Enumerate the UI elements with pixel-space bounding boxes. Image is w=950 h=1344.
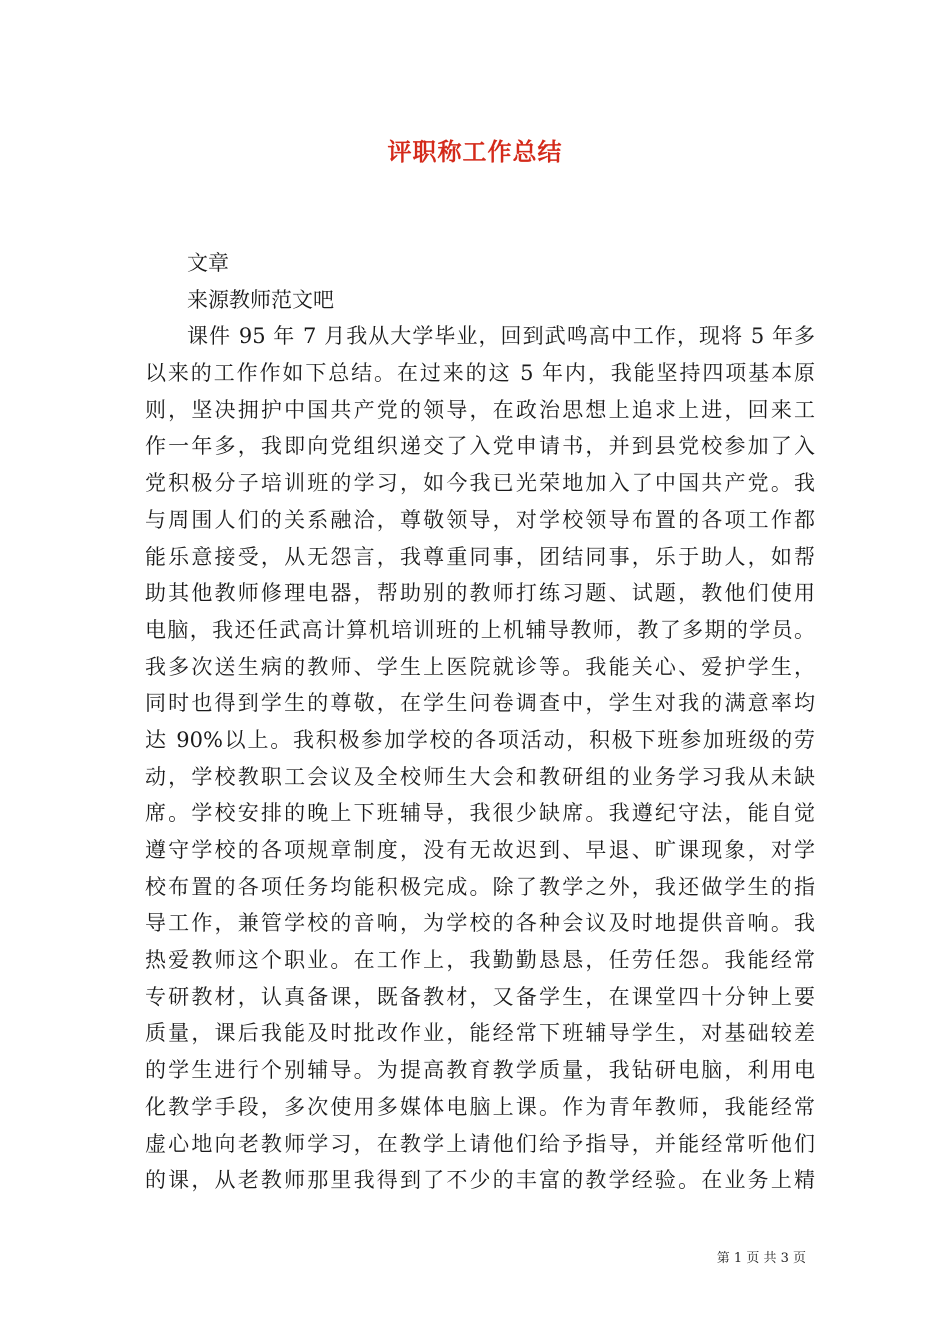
page-number: 第 1 页 共 3 页 [716,1251,806,1266]
body-line: 动，学校教职工会议及全校师生大会和教研组的业务学习我从未缺 [145,764,815,789]
body-line: 的学生进行个别辅导。为提高教育教学质量，我钻研电脑，利用电 [145,1058,815,1083]
body-line: 文章 [187,251,229,275]
body-line: 与周围人们的关系融洽，尊敬领导，对学校领导布置的各项工作都 [145,507,815,532]
body-line: 热爱教师这个职业。在工作上，我勤勤恳恳，任劳任怨。我能经常 [145,948,815,973]
body-line: 来源教师范文吧 [187,287,334,312]
body-line: 电脑，我还任武高计算机培训班的上机辅导教师，教了多期的学员。 [145,617,815,642]
body-line: 虚心地向老教师学习，在教学上请他们给予指导，并能经常听他们 [145,1131,815,1156]
document-body [145,245,815,1199]
body-line: 的课，从老教师那里我得到了不少的丰富的教学经验。在业务上精 [145,1168,815,1193]
body-line: 以来的工作作如下总结。在过来的这 5 年内，我能坚持四项基本原 [145,361,815,386]
body-line: 课件 95 年 7 月我从大学毕业，回到武鸣高中工作，现将 5 年多 [187,324,815,349]
body-line: 导工作，兼管学校的音响，为学校的各种会议及时地提供音响。我 [145,911,815,936]
body-line: 达 90%以上。我积极参加学校的各项活动，积极下班参加班级的劳 [145,727,815,752]
body-line: 校布置的各项任务均能积极完成。除了教学之外，我还做学生的指 [145,874,815,899]
body-line: 党积极分子培训班的学习，如今我已光荣地加入了中国共产党。我 [145,471,815,496]
body-line: 助其他教师修理电器，帮助别的教师打练习题、试题，教他们使用 [145,581,815,606]
body-line: 遵守学校的各项规章制度，没有无故迟到、早退、旷课现象，对学 [145,838,815,862]
body-line: 我多次送生病的教师、学生上医院就诊等。我能关心、爱护学生， [145,654,815,679]
body-line: 同时也得到学生的尊敬，在学生问卷调查中，学生对我的满意率均 [145,691,815,716]
body-line: 席。学校安排的晚上下班辅导，我很少缺席。我遵纪守法，能自觉 [145,801,815,826]
body-line: 作一年多，我即向党组织递交了入党申请书，并到县党校参加了入 [145,434,815,459]
body-line: 专研教材，认真备课，既备教材，又备学生，在课堂四十分钟上要 [145,984,815,1009]
body-line: 能乐意接受，从无怨言，我尊重同事，团结同事，乐于助人，如帮 [145,544,815,569]
document-title: 评职称工作总结 [387,137,563,166]
body-line: 化教学手段，多次使用多媒体电脑上课。作为青年教师，我能经常 [145,1094,815,1119]
body-line: 则，坚决拥护中国共产党的领导，在政治思想上追求上进，回来工 [145,397,815,422]
body-line: 质量，课后我能及时批改作业，能经常下班辅导学生，对基础较差 [145,1021,815,1046]
